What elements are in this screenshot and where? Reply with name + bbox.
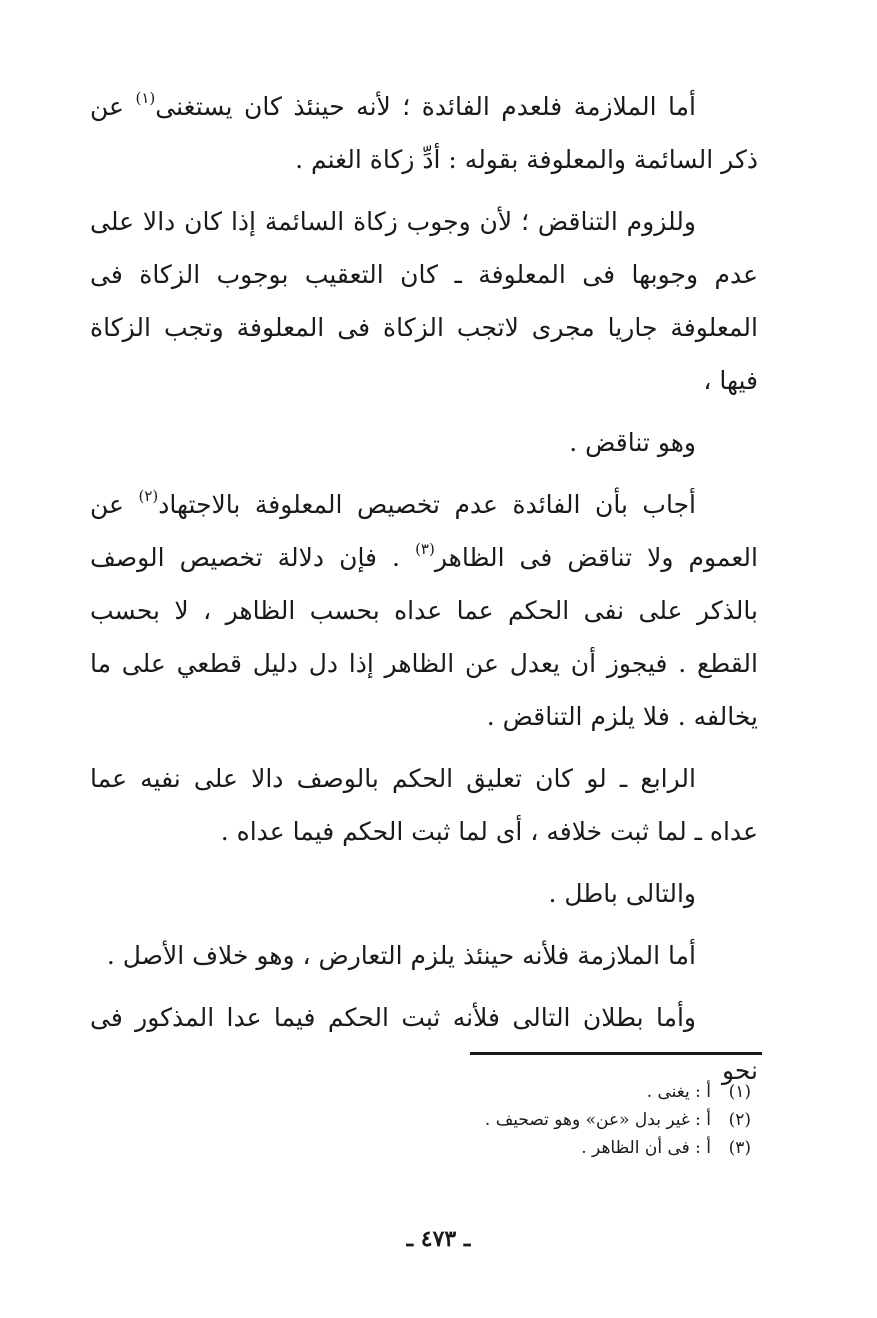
footnote-ref-2: (٢) [138, 487, 159, 505]
footnotes [485, 1078, 751, 1162]
footnote-text: أ : غير بدل «عن» وهو تصحيف . [484, 1110, 711, 1130]
paragraph-1-text-cont: عن ذكر السائمة والمعلوفة بقوله : أدِّ زكاة الغنم . [90, 92, 758, 174]
footnote-text: أ : يغنى . [646, 1082, 711, 1102]
footnote-ref-1: (١) [135, 89, 156, 107]
footnote-text: أ : فى أن الظاهر . [581, 1138, 711, 1158]
paragraph-3: وهو تناقض . [569, 428, 696, 457]
paragraph-4-text-mid: عن العموم ولا تناقض فى الظاهر [90, 490, 758, 572]
page-body [90, 80, 758, 1106]
paragraph-5: الرابع ـ لو كان تعليق الحكم بالوصف دالا على نفيه عما عداه ـ لما ثبت خلافه ، أى لما ثبت الحكم فيما عداه . [90, 764, 758, 846]
paragraph-4 [90, 478, 758, 743]
paragraph-1 [90, 80, 758, 186]
page-number: ـ ٤٧٣ ـ [406, 1226, 471, 1252]
footnote-number: (٢) [728, 1110, 751, 1130]
footnote-2 [485, 1106, 751, 1134]
footnote-number: (١) [728, 1082, 751, 1102]
paragraph-2: وللزوم التناقض ؛ لأن وجوب زكاة السائمة إذا كان دالا على عدم وجوبها فى المعلوفة ـ كان التعقيب بوجوب الزكاة فى المعلوفة جاريا مجرى لاتجب الزكاة فى المعلوفة وتجب الزكاة فيها ، [90, 207, 758, 395]
footnote-number: (٣) [728, 1138, 751, 1158]
paragraph-1-text: أما الملازمة فلعدم الفائدة ؛ لأنه حينئذ كان يستغنى [155, 92, 696, 121]
paragraph-8: وأما بطلان التالى فلأنه ثبت الحكم فيما عدا المذكور فى نحو [90, 1003, 758, 1085]
paragraph-6: والتالى باطل . [548, 879, 696, 908]
paragraph-7: أما الملازمة فلأنه حينئذ يلزم التعارض ، وهو خلاف الأصل . [106, 941, 696, 970]
footnote-1 [485, 1078, 751, 1106]
paragraph-4-text: أجاب بأن الفائدة عدم تخصيص المعلوفة بالاجتهاد [158, 490, 696, 519]
footnote-3 [485, 1134, 751, 1162]
paragraph-4-text-cont: . فإن دلالة تخصيص الوصف بالذكر على نفى الحكم عما عداه بحسب الظاهر ، لا بحسب القطع . فيجوز أن يعدل عن الظاهر إذا دل دليل قطعي على ما يخالفه . فلا يلزم التناقض . [90, 543, 758, 731]
footnote-ref-3: (٣) [415, 540, 435, 558]
footnote-separator [470, 1052, 762, 1055]
